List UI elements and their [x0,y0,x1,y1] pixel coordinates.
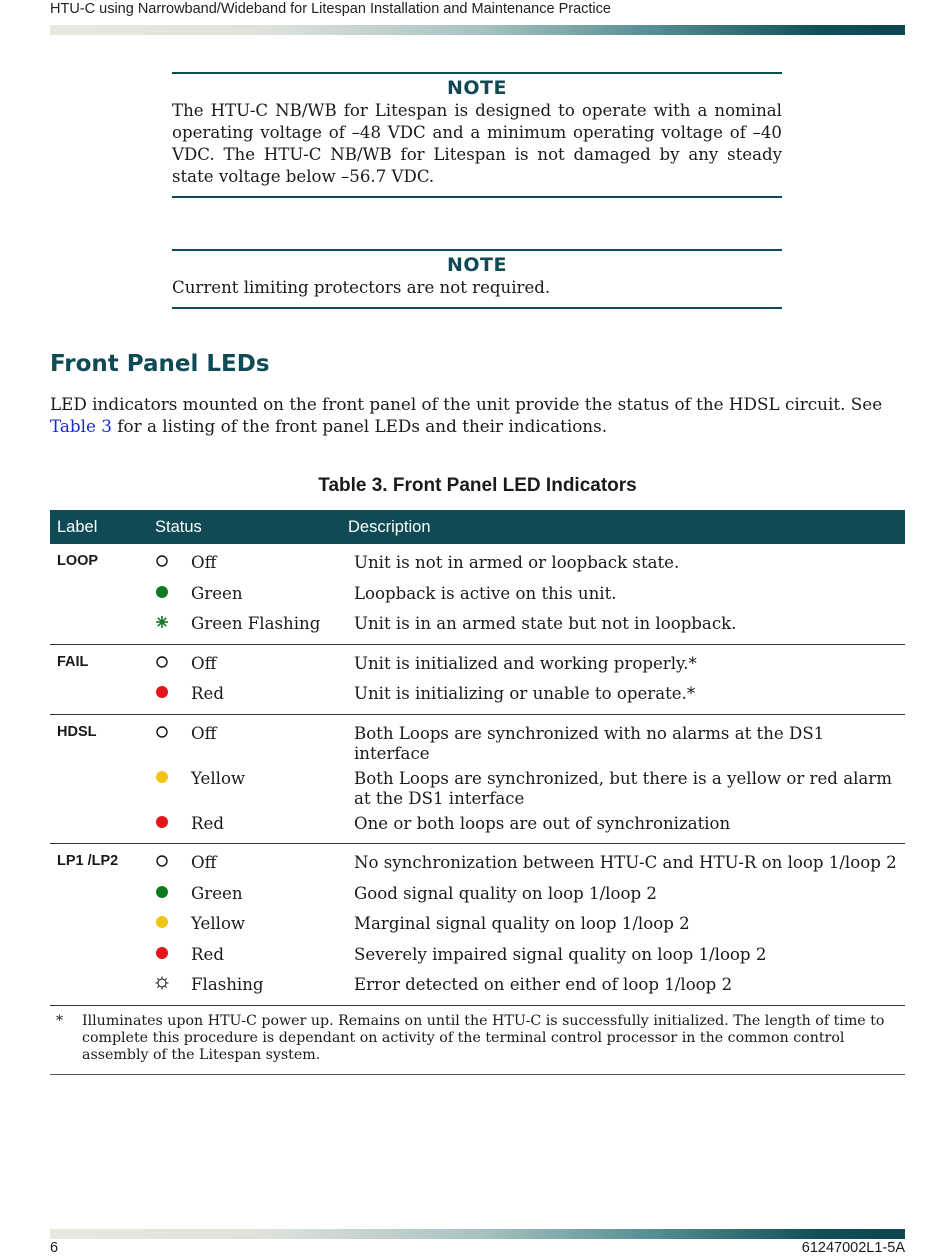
led-description: Both Loops are synchronized, but there is a yellow or red alarm at the DS1 interface [354,768,892,808]
led-status: Green Flashing [191,614,321,633]
led-status: Yellow [191,768,246,788]
led-label [50,970,149,975]
led-description: Unit is not in armed or loopback state. [354,553,680,572]
led-yellow-icon [149,909,191,934]
led-description: Error detected on either end of loop 1/loop 2 [354,975,733,994]
led-off-icon [149,719,191,744]
led-group-fail [50,645,905,715]
led-red-icon [149,940,191,965]
led-status: Flashing [191,975,264,994]
document-number: 61247002L1-5A [801,1240,905,1256]
page-number: 6 [50,1240,59,1256]
led-status: Green [191,883,243,903]
led-status: Red [191,944,224,964]
table-row [50,679,905,710]
footnote-mark: * [56,1012,64,1029]
note-title: NOTE [447,254,507,276]
led-label [50,879,149,884]
led-status: Green [191,583,243,603]
led-label: HDSL [57,723,97,740]
led-group-hdsl [50,715,905,845]
table-3-link[interactable]: Table 3 [50,416,112,436]
footer-rule [50,1229,905,1239]
table-caption: Table 3. Front Panel LED Indicators [318,475,637,496]
note-body: The HTU-C NB/WB for Litespan is designed to operate with a nominal operating voltage of –48 VDC and a minimum operating voltage of –40 VDC. The HTU-C NB/WB for Litespan is not damaged by any steady state voltage below –56.7 VDC. [172,101,782,186]
table-row [50,879,905,910]
led-green-icon [149,579,191,604]
table-row [50,764,905,809]
led-description: Loopback is active on this unit. [354,583,617,603]
led-label [50,679,149,684]
led-yellow-icon [149,764,191,789]
led-label [50,809,149,814]
led-off-icon [149,548,191,573]
table-row [50,609,905,640]
led-group-lp1-lp2 [50,844,905,1006]
led-description: Both Loops are synchronized with no alarms at the DS1 interface [354,723,825,763]
table-header [50,510,905,544]
led-green-icon [149,879,191,904]
table-footnote [50,1006,905,1075]
running-header: HTU-C using Narrowband/Wideband for Litespan Installation and Maintenance Practice [50,1,611,17]
table-row [50,909,905,940]
header-rule [50,25,905,35]
led-label [50,764,149,769]
led-label: FAIL [57,653,89,670]
column-header-label: Label [57,517,98,536]
led-status: Red [191,684,224,703]
led-description: Unit is in an armed state but not in loopback. [354,614,737,633]
led-status: Off [191,553,217,572]
led-status: Red [191,813,224,833]
section-heading: Front Panel LEDs [50,351,270,377]
note-title: NOTE [447,77,507,99]
table-row [50,809,905,840]
table-row [50,719,905,764]
led-label [50,940,149,945]
led-description: Unit is initializing or unable to operate.* [354,684,696,703]
column-header-description: Description [348,517,431,536]
note-protectors [172,249,782,309]
note-voltage [172,72,782,198]
table-row [50,940,905,971]
led-label [50,909,149,914]
table-row [50,649,905,680]
led-label: LOOP [57,553,99,569]
led-table [50,510,905,1075]
led-label [50,579,149,584]
table-row [50,970,905,1001]
led-status: Yellow [191,914,246,933]
table-body [50,544,905,1006]
intro-paragraph [50,393,910,437]
table-row [50,579,905,610]
led-description: No synchronization between HTU-C and HTU-R on loop 1/loop 2 [354,853,897,872]
led-status: Off [191,723,217,743]
table-row [50,848,905,879]
led-label: LP1 /LP2 [57,853,119,869]
footnote-text: Illuminates upon HTU-C power up. Remains on until the HTU-C is successfully initialized. The length of time to complete this procedure is dependant on activity of the terminal control processor in the common control assembly of the Litespan system. [82,1012,885,1063]
led-off-icon [149,848,191,873]
paragraph-text: LED indicators mounted on the front panel of the unit provide the status of the HDSL circuit. See [50,394,883,414]
led-off-icon [149,649,191,674]
note-body: Current limiting protectors are not required. [172,278,551,297]
led-status: Off [191,653,217,673]
paragraph-text: for a listing of the front panel LEDs and their indications. [111,416,608,436]
led-description: Marginal signal quality on loop 1/loop 2 [354,914,690,933]
led-description: One or both loops are out of synchronization [354,813,731,833]
table-row [50,548,905,579]
led-description: Good signal quality on loop 1/loop 2 [354,883,657,903]
column-header-status: Status [155,517,202,536]
led-group-loop [50,544,905,645]
led-red-icon [149,679,191,704]
led-description: Severely impaired signal quality on loop 1/loop 2 [354,944,767,964]
led-label [50,609,149,614]
led-green-flashing-icon [149,609,191,634]
led-description: Unit is initialized and working properly.* [354,653,697,673]
led-status: Off [191,853,217,872]
led-red-icon [149,809,191,834]
led-flashing-icon [149,970,191,995]
